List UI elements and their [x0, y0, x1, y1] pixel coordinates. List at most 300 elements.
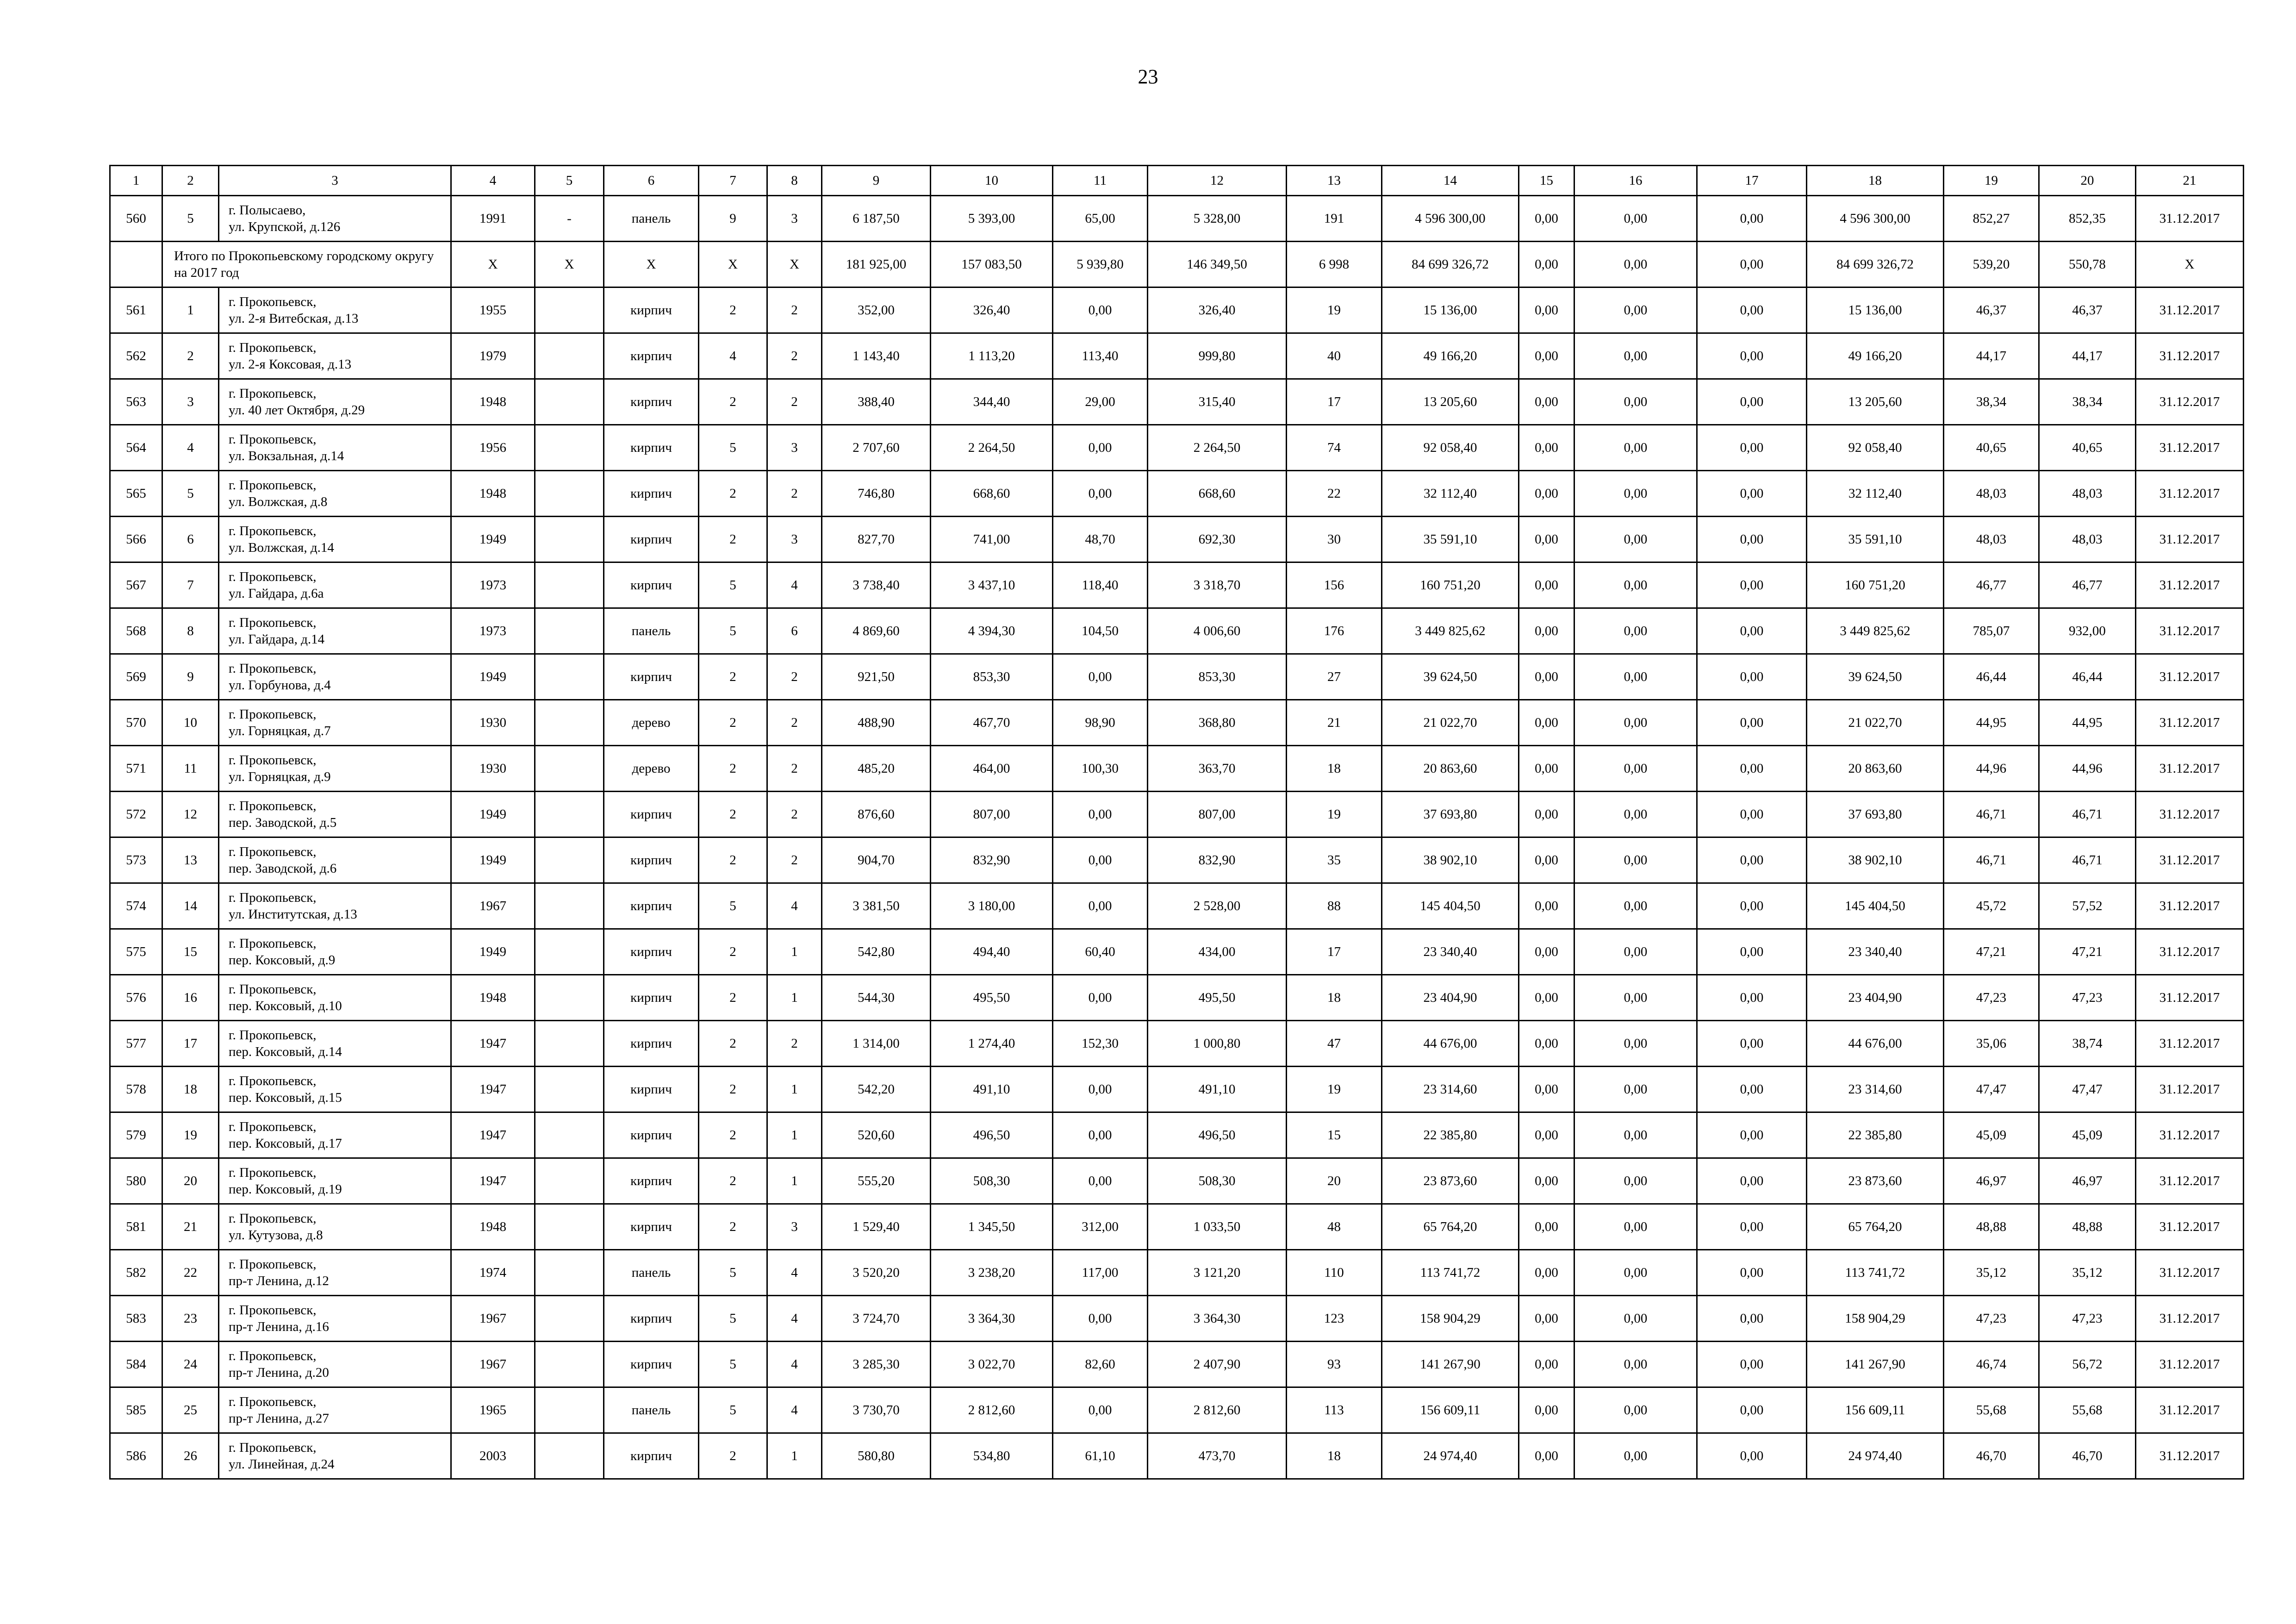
row-index: 12 — [162, 792, 219, 837]
address-street: ул. Гайдара, д.14 — [229, 632, 325, 647]
address-street: ул. 40 лет Октября, д.29 — [229, 403, 365, 418]
cell: 21 — [1287, 700, 1382, 746]
cell: 0,00 — [1574, 471, 1697, 517]
cell: 31.12.2017 — [2136, 1433, 2244, 1479]
cell: 0,00 — [1519, 746, 1574, 792]
cell: 160 751,20 — [1807, 562, 1944, 608]
address-cell — [219, 1204, 451, 1250]
cell — [535, 654, 604, 700]
column-number: 19 — [1944, 166, 2039, 196]
address-cell — [219, 883, 451, 929]
cell: 741,00 — [931, 517, 1053, 562]
cell: 0,00 — [1574, 700, 1697, 746]
row-index: 17 — [162, 1021, 219, 1067]
table-row — [110, 1112, 2244, 1158]
cell: 542,20 — [822, 1067, 931, 1112]
cell: 47 — [1287, 1021, 1382, 1067]
cell: 495,50 — [931, 975, 1053, 1021]
year-built: 1948 — [451, 471, 535, 517]
cell: 1 113,20 — [931, 333, 1053, 379]
cell: X — [767, 242, 822, 287]
address-cell — [219, 425, 451, 471]
year-built: 1947 — [451, 1067, 535, 1112]
year-built: 1947 — [451, 1021, 535, 1067]
cell: 15 — [1287, 1112, 1382, 1158]
cell: 0,00 — [1519, 1158, 1574, 1204]
cell — [535, 700, 604, 746]
cell: 3 724,70 — [822, 1296, 931, 1342]
cell: 46,70 — [1944, 1433, 2039, 1479]
wall-material: кирпич — [604, 1342, 699, 1387]
cell: 31.12.2017 — [2136, 1250, 2244, 1296]
cell: 0,00 — [1574, 196, 1697, 242]
cell: 0,00 — [1519, 379, 1574, 425]
cell: 999,80 — [1148, 333, 1287, 379]
cell: 46,37 — [1944, 287, 2039, 333]
wall-material: панель — [604, 608, 699, 654]
cell: 20 863,60 — [1382, 746, 1519, 792]
cell — [535, 1250, 604, 1296]
cell — [535, 1112, 604, 1158]
column-number: 6 — [604, 166, 699, 196]
cell: 2 — [767, 287, 822, 333]
cell: 0,00 — [1519, 654, 1574, 700]
address-city: г. Прокопьевск, — [229, 1119, 317, 1134]
cell: 3 364,30 — [931, 1296, 1053, 1342]
cell: 38,34 — [2039, 379, 2136, 425]
cell: 113 741,72 — [1807, 1250, 1944, 1296]
cell: 0,00 — [1053, 287, 1148, 333]
cell: 0,00 — [1697, 837, 1807, 883]
cell — [535, 837, 604, 883]
table-row — [110, 837, 2244, 883]
wall-material: дерево — [604, 746, 699, 792]
cell — [535, 1204, 604, 1250]
cell: 31.12.2017 — [2136, 1387, 2244, 1433]
cell — [535, 792, 604, 837]
cell: 152,30 — [1053, 1021, 1148, 1067]
column-number: 18 — [1807, 166, 1944, 196]
wall-material: кирпич — [604, 562, 699, 608]
cell: 38 902,10 — [1382, 837, 1519, 883]
year-built: 1974 — [451, 1250, 535, 1296]
cell: 0,00 — [1697, 883, 1807, 929]
address-street: ул. 2-я Витебская, д.13 — [229, 311, 359, 326]
cell: 176 — [1287, 608, 1382, 654]
row-index: 10 — [162, 700, 219, 746]
cell: 2 — [699, 379, 767, 425]
cell: 93 — [1287, 1342, 1382, 1387]
cell — [535, 1296, 604, 1342]
row-number: 569 — [110, 654, 162, 700]
cell: 31.12.2017 — [2136, 1204, 2244, 1250]
year-built: 1947 — [451, 1158, 535, 1204]
cell: 0,00 — [1519, 1112, 1574, 1158]
row-number: 586 — [110, 1433, 162, 1479]
cell: 31.12.2017 — [2136, 379, 2244, 425]
wall-material: кирпич — [604, 333, 699, 379]
cell: 5 — [699, 608, 767, 654]
cell: 92 058,40 — [1382, 425, 1519, 471]
cell: 3 381,50 — [822, 883, 931, 929]
row-index: 8 — [162, 608, 219, 654]
cell: 0,00 — [1574, 1387, 1697, 1433]
wall-material: кирпич — [604, 1112, 699, 1158]
cell: 31.12.2017 — [2136, 1021, 2244, 1067]
cell: 23 404,90 — [1382, 975, 1519, 1021]
cell: 113 741,72 — [1382, 1250, 1519, 1296]
cell: 0,00 — [1574, 654, 1697, 700]
cell: 0,00 — [1519, 929, 1574, 975]
cell: 508,30 — [931, 1158, 1053, 1204]
cell: 55,68 — [2039, 1387, 2136, 1433]
cell: 0,00 — [1574, 379, 1697, 425]
cell: 31.12.2017 — [2136, 471, 2244, 517]
address-city: г. Прокопьевск, — [229, 1302, 317, 1318]
cell: 852,35 — [2039, 196, 2136, 242]
cell: 3 — [767, 1204, 822, 1250]
row-number: 575 — [110, 929, 162, 975]
table-row — [110, 654, 2244, 700]
cell: 118,40 — [1053, 562, 1148, 608]
address-cell — [219, 746, 451, 792]
cell: панель — [604, 196, 699, 242]
year-built: 1967 — [451, 883, 535, 929]
cell: 2 — [699, 517, 767, 562]
table-row — [110, 471, 2244, 517]
cell: 2 — [699, 1433, 767, 1479]
address-city: г. Прокопьевск, — [229, 431, 317, 447]
cell: 0,00 — [1697, 1112, 1807, 1158]
cell: 31.12.2017 — [2136, 1158, 2244, 1204]
wall-material: кирпич — [604, 1204, 699, 1250]
cell: 23 314,60 — [1382, 1067, 1519, 1112]
cell: 65 764,20 — [1807, 1204, 1944, 1250]
cell: 0,00 — [1053, 654, 1148, 700]
cell: 3 180,00 — [931, 883, 1053, 929]
address-cell — [219, 333, 451, 379]
cell: 31.12.2017 — [2136, 425, 2244, 471]
cell: 495,50 — [1148, 975, 1287, 1021]
cell: 0,00 — [1697, 1250, 1807, 1296]
row-index: 19 — [162, 1112, 219, 1158]
year-built: 1973 — [451, 608, 535, 654]
table-row — [110, 746, 2244, 792]
table-row — [110, 196, 2244, 242]
cell: 0,00 — [1697, 654, 1807, 700]
cell: X — [604, 242, 699, 287]
row-index: 6 — [162, 517, 219, 562]
cell: 2 — [767, 379, 822, 425]
wall-material: дерево — [604, 700, 699, 746]
row-number: 565 — [110, 471, 162, 517]
cell: 31.12.2017 — [2136, 837, 2244, 883]
wall-material: кирпич — [604, 1067, 699, 1112]
cell: 46,77 — [1944, 562, 2039, 608]
cell: 88 — [1287, 883, 1382, 929]
cell: 0,00 — [1574, 746, 1697, 792]
cell: 145 404,50 — [1382, 883, 1519, 929]
cell: 160 751,20 — [1382, 562, 1519, 608]
cell: 47,23 — [2039, 1296, 2136, 1342]
cell: 0,00 — [1519, 700, 1574, 746]
wall-material: кирпич — [604, 1021, 699, 1067]
row-number: 561 — [110, 287, 162, 333]
cell: 0,00 — [1697, 792, 1807, 837]
cell: - — [535, 196, 604, 242]
table-row — [110, 975, 2244, 1021]
column-number: 11 — [1053, 166, 1148, 196]
cell: 40,65 — [1944, 425, 2039, 471]
cell: 113 — [1287, 1387, 1382, 1433]
cell: 44,17 — [1944, 333, 2039, 379]
cell: 113,40 — [1053, 333, 1148, 379]
cell: 46,37 — [2039, 287, 2136, 333]
address-street: пер. Коксовый, д.9 — [229, 953, 336, 968]
address-city: г. Прокопьевск, — [229, 1211, 317, 1226]
cell: 0,00 — [1697, 929, 1807, 975]
cell: 0,00 — [1574, 242, 1697, 287]
cell: 904,70 — [822, 837, 931, 883]
cell: 31.12.2017 — [2136, 746, 2244, 792]
cell: 92 058,40 — [1807, 425, 1944, 471]
cell: 0,00 — [1574, 562, 1697, 608]
cell: 100,30 — [1053, 746, 1148, 792]
cell — [535, 379, 604, 425]
cell: 2 264,50 — [931, 425, 1053, 471]
cell: 2 — [699, 1112, 767, 1158]
cell: 0,00 — [1574, 1296, 1697, 1342]
cell: 31.12.2017 — [2136, 608, 2244, 654]
column-number: 1 — [110, 166, 162, 196]
cell: 2 — [699, 287, 767, 333]
cell: 0,00 — [1519, 792, 1574, 837]
cell: 0,00 — [1519, 471, 1574, 517]
cell: 368,80 — [1148, 700, 1287, 746]
address-street: пер. Коксовый, д.14 — [229, 1044, 342, 1059]
cell: 2 — [767, 837, 822, 883]
cell: 110 — [1287, 1250, 1382, 1296]
cell: 5 328,00 — [1148, 196, 1287, 242]
cell: 98,90 — [1053, 700, 1148, 746]
cell: 4 006,60 — [1148, 608, 1287, 654]
cell: 1 000,80 — [1148, 1021, 1287, 1067]
table-row — [110, 379, 2244, 425]
cell: 0,00 — [1053, 1158, 1148, 1204]
row-number: 571 — [110, 746, 162, 792]
cell: 39 624,50 — [1807, 654, 1944, 700]
cell: 0,00 — [1519, 517, 1574, 562]
address-street: ул. Гайдара, д.6а — [229, 586, 324, 601]
column-number: 14 — [1382, 166, 1519, 196]
cell: 0,00 — [1697, 1296, 1807, 1342]
wall-material: кирпич — [604, 929, 699, 975]
address-cell — [219, 1112, 451, 1158]
cell: 23 314,60 — [1807, 1067, 1944, 1112]
address-street: пр-т Ленина, д.20 — [229, 1365, 329, 1380]
address-city: г. Прокопьевск, — [229, 844, 317, 859]
cell: 145 404,50 — [1807, 883, 1944, 929]
cell: 44,96 — [1944, 746, 2039, 792]
cell: 0,00 — [1519, 1250, 1574, 1296]
cell: 2 — [699, 746, 767, 792]
cell: 44 676,00 — [1807, 1021, 1944, 1067]
cell: 5 — [699, 1387, 767, 1433]
address-cell — [219, 837, 451, 883]
cell: 544,30 — [822, 975, 931, 1021]
row-index: 1 — [162, 287, 219, 333]
cell: 0,00 — [1697, 333, 1807, 379]
cell: 2 — [767, 654, 822, 700]
cell: 48,03 — [2039, 517, 2136, 562]
cell: 542,80 — [822, 929, 931, 975]
cell: 2 — [699, 792, 767, 837]
cell: 22 385,80 — [1382, 1112, 1519, 1158]
cell: 2 407,90 — [1148, 1342, 1287, 1387]
cell — [535, 975, 604, 1021]
cell: 0,00 — [1574, 287, 1697, 333]
cell: 37 693,80 — [1382, 792, 1519, 837]
cell: 1 314,00 — [822, 1021, 931, 1067]
cell: 3 520,20 — [822, 1250, 931, 1296]
address-city: г. Прокопьевск, — [229, 752, 317, 768]
table-row — [110, 929, 2244, 975]
cell: 807,00 — [931, 792, 1053, 837]
cell: 23 340,40 — [1382, 929, 1519, 975]
column-number: 2 — [162, 166, 219, 196]
cell: 3 — [767, 425, 822, 471]
cell: 31.12.2017 — [2136, 1112, 2244, 1158]
column-number: 15 — [1519, 166, 1574, 196]
wall-material: панель — [604, 1387, 699, 1433]
row-index: 21 — [162, 1204, 219, 1250]
year-built: 1949 — [451, 517, 535, 562]
cell: 0,00 — [1519, 837, 1574, 883]
cell: 31.12.2017 — [2136, 196, 2244, 242]
row-index: 16 — [162, 975, 219, 1021]
cell: 22 — [1287, 471, 1382, 517]
cell: 48,88 — [2039, 1204, 2136, 1250]
cell: 0,00 — [1053, 883, 1148, 929]
address-city: г. Прокопьевск, — [229, 936, 317, 951]
cell: 0,00 — [1519, 1204, 1574, 1250]
wall-material: кирпич — [604, 654, 699, 700]
cell: 932,00 — [2039, 608, 2136, 654]
cell: 0,00 — [1053, 792, 1148, 837]
cell: 31.12.2017 — [2136, 654, 2244, 700]
cell: 13 205,60 — [1382, 379, 1519, 425]
table-row — [110, 700, 2244, 746]
cell: 46,77 — [2039, 562, 2136, 608]
year-built: 1967 — [451, 1296, 535, 1342]
cell: 485,20 — [822, 746, 931, 792]
address-city: г. Прокопьевск, — [229, 523, 317, 538]
address-city: г. Прокопьевск, — [229, 569, 317, 584]
cell: 0,00 — [1697, 746, 1807, 792]
cell: 4 — [767, 1296, 822, 1342]
cell: 104,50 — [1053, 608, 1148, 654]
cell: 0,00 — [1697, 608, 1807, 654]
cell: 18 — [1287, 746, 1382, 792]
cell: 0,00 — [1053, 1387, 1148, 1433]
column-number: 20 — [2039, 166, 2136, 196]
address-street: ул. 2-я Коксовая, д.13 — [229, 357, 352, 372]
cell: 0,00 — [1697, 1387, 1807, 1433]
cell: 0,00 — [1053, 471, 1148, 517]
cell: 45,09 — [1944, 1112, 2039, 1158]
cell: 0,00 — [1519, 287, 1574, 333]
cell: 3 730,70 — [822, 1387, 931, 1433]
cell: 48,03 — [2039, 471, 2136, 517]
cell: 550,78 — [2039, 242, 2136, 287]
cell: 491,10 — [931, 1067, 1053, 1112]
row-index: 26 — [162, 1433, 219, 1479]
address-cell — [219, 1021, 451, 1067]
cell: 0,00 — [1519, 1342, 1574, 1387]
building-registry-table — [109, 165, 2244, 1480]
wall-material: кирпич — [604, 1433, 699, 1479]
cell: 0,00 — [1574, 517, 1697, 562]
table-row — [110, 1204, 2244, 1250]
cell: 539,20 — [1944, 242, 2039, 287]
cell — [535, 1433, 604, 1479]
cell: 2 — [699, 1204, 767, 1250]
cell: 0,00 — [1519, 1021, 1574, 1067]
address-city: г. Прокопьевск, — [229, 1394, 317, 1409]
cell: 464,00 — [931, 746, 1053, 792]
row-number: 574 — [110, 883, 162, 929]
cell: 0,00 — [1697, 1158, 1807, 1204]
cell: 1 — [767, 975, 822, 1021]
column-number: 21 — [2136, 166, 2244, 196]
cell: 65 764,20 — [1382, 1204, 1519, 1250]
address-city: г. Полысаево, — [229, 202, 306, 218]
cell: 0,00 — [1519, 196, 1574, 242]
cell: 13 205,60 — [1807, 379, 1944, 425]
cell: 326,40 — [1148, 287, 1287, 333]
table-row — [110, 425, 2244, 471]
cell — [535, 746, 604, 792]
address-city: г. Прокопьевск, — [229, 1348, 317, 1363]
cell: 40,65 — [2039, 425, 2136, 471]
cell — [535, 1342, 604, 1387]
cell: 1 143,40 — [822, 333, 931, 379]
row-index: 22 — [162, 1250, 219, 1296]
address-city: г. Прокопьевск, — [229, 981, 317, 997]
address-city: г. Прокопьевск, — [229, 477, 317, 493]
table-row — [110, 1067, 2244, 1112]
cell: 488,90 — [822, 700, 931, 746]
address-city: г. Прокопьевск, — [229, 340, 317, 355]
cell: 31.12.2017 — [2136, 975, 2244, 1021]
cell: 5 — [699, 562, 767, 608]
cell: 1991 — [451, 196, 535, 242]
cell — [535, 333, 604, 379]
table-row — [110, 562, 2244, 608]
wall-material: кирпич — [604, 517, 699, 562]
address-street: пр-т Ленина, д.27 — [229, 1411, 329, 1426]
cell: 0,00 — [1053, 425, 1148, 471]
address-street: пр-т Ленина, д.16 — [229, 1319, 329, 1334]
table-row — [110, 792, 2244, 837]
cell: 692,30 — [1148, 517, 1287, 562]
column-number: 13 — [1287, 166, 1382, 196]
cell: 4 — [767, 562, 822, 608]
address-cell — [219, 975, 451, 1021]
year-built: 1947 — [451, 1112, 535, 1158]
year-built: 1948 — [451, 975, 535, 1021]
cell: 181 925,00 — [822, 242, 931, 287]
